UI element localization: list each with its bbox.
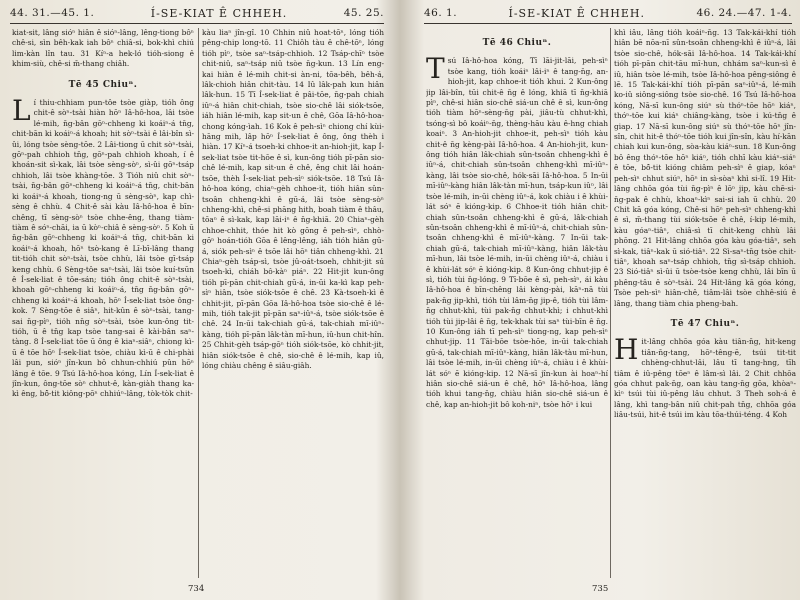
header-book-title: Í-SE-KIAT Ê CHHEH.	[150, 6, 288, 20]
drop-cap: H	[614, 333, 639, 367]
header-rule	[424, 23, 792, 24]
page-number: 734	[188, 584, 205, 594]
text-column	[614, 28, 796, 580]
running-head-left	[10, 4, 384, 22]
header-book-title: Í-SE-KIAT Ê CHHEH.	[508, 6, 646, 20]
column-divider	[610, 28, 611, 578]
chapter-body	[12, 94, 194, 400]
chapter-body	[426, 52, 608, 410]
header-verse-end: 45. 25.	[343, 7, 384, 19]
chapter-body	[614, 333, 796, 420]
verse-text: sú Iâ-hô-hoa kóng, Tī lāi-jit-lāi, peh-sìⁿ tsòe kang, tióh koáiⁿ lâi-iⁿ ê tang-n̄g, an-hioh-jit, kap chhoe-it tióh khui. 2 Kun-ông jip lâi-bîn, tūi chit-ê n̄g ê lóng, khiā tī n̄g-khiā pìⁿ, chê-si hiân sio-chê siá-un chê ê sì, kun-ông tióh tiàm hōⁿ-sèng-n̄g pài, jiâu-tù chhut-khì, tsóng-sì bô koáiⁿ-n̄g, thèng-hāu kàu ê-hng chiah koaiⁿ. 3 An-hioh-jit chhoe-it, peh-sìⁿ tióh kàu chit-ê n̄g kèng-pài Iâ-hô-hoa. 4 An-hioh-jit, kun-ông tióh hiân lâk-chiah sûn-tsoân chheng-khì ê iûⁿ-á, chit-chiah sûn-tsoân chheng-khì mī-iûⁿ-kàng, lâi tsòe sio-chê, hók-sāi Iâ-hô-hoa. 5 In-ūi mī-iûⁿ-kàng hiân lâk-tàn mī-hun, tsáp-kun iûⁿ, lâi tsòe lé-mih, in-ūi chèng iûⁿ-á, kok chiàu i ê khùi-lát sóⁿ ē kióng-kip. 6 Chhoe-it tióh hiân chit-chiah sûn-tsoân chheng-khì ê gū-á, lâk-chiah sûn-tsoân chheng-khì ê mī-iûⁿ-á, chit-chiah sûn-tsoân chheng-khì ê mī-iûⁿ-kàng. 7 In-ūi tak-chiah gū-á, tak-chiah mī-iûⁿ-kàng, hiân lâk-tàu mī-hun, lâi tsòe lé-mih, in-ūi chèng iûⁿ-á, chiàu i ê khùi-lát sóⁿ ē kióng-kip. 8 Kun-ông chhut-jip ê sì, tióh tùi n̄g-lóng. 9 Tī-bōe ê sì, peh-sìⁿ, ái kàu Iâ-hô-hoa ê bīn-chêng lâi kèng-pài, kāⁿ-nā tùi pak-n̄g jip-khì, tióh tùi lâm-n̄g jip-ê, tióh tùi lâm-n̄g chhut-khì, tùi pak-n̄g chhut-khì; i chhut-khì tióh tùi jip-lâi ê n̄g, tek-khak tùi saⁿ tùi-bīn ê n̄g. 10 Kun-ông iáh tī peh-sìⁿ tiong-ng, kap peh-sìⁿ chhut-jip. 11 Tāi-bōe tsòe-hōe, in-ūi tak-chiah gū-á, tak-chiah mī-iûⁿ-kàng, hiân lâk-tàu mī-hun, lâi tsòe lé-mih, in-ūi chèng iûⁿ-á, chiàu i ê khùi-lát sóⁿ ē kióng-kip. 12 Nā-sī jîn-kun ài hoaⁿ-hí hiân sio-chê siá-un ê chê, hōⁿ Iâ-hô-hoa, lâng tióh khui tang-n̄g, chiàu hiân sio-chê siá-un ê chê, kap an-hioh-jit bô koh-niⁿ, tsòe hōⁿ i kui	[426, 56, 608, 409]
text-column	[426, 28, 608, 580]
verse-text: í thiu-chhiam pun-tôe tsòe giàp, tióh ông chit-ê sòⁿ-tsài hiàn hōⁿ Iâ-hô-hoa, lâi tsòe lé-mih, n̄g-bân gōⁿ-chheng ki koáiⁿ-á tn̄g, chit-bān ki koáiⁿ-á khoah; hit sòⁿ-tsài ê lâi-bîn sì-ûi, lóng tsòe sèng-tōe. 2 Lâi-tiong ū chit sòⁿ-tsài, gōⁿ-pah chhioh tn̄g, gōⁿ-pah chhioh khoah, í ê khoán-sit sì-kak, lâi tsòe sèng-sòⁿ, sì-ûi gōⁿ-tsáp chhioh, lâi tsòe khàng-tōe. 3 Tióh niû chit sòⁿ-tsài, n̄g-bân gōⁿ-chheng ki koáiⁿ-á tn̄g, chit-bān ki koáiⁿ-á khoah, tiong-ng ū sèng-sòⁿ, kap chì-sèng ê chhù. 4 Chit-ê sài kàu Iâ-hô-hoa ê bīn-chêng, tī sèng-sòⁿ tsòe chhe-êng, thang tiàm-tiàm ê sóⁿ-chāi, ia ū kòⁿ-chiâ ê sèng-sòⁿ. 5 Koh ū n̄g-bân gōⁿ-chheng ki koáiⁿ-á tn̄g, chit-bān ki koáiⁿ-á khoah, hōⁿ tsò-kang ê Lī-bī-lâng thang tit-tióh chit sòⁿ-tsài, tsòe chhù, lâi tsòe gī-tsáp keng chhù. 6 Sèng-tôe saⁿ-tsài, lâi tsòe kuí-tsūn ê Í-sek-liat ê tōe-sán; tióh ông chit-ê sòⁿ-tsài, khoah gōⁿ-chheng ki koáiⁿ-á, tn̄g n̄g-bân gōⁿ-chheng ki koáiⁿ-á khoah, hōⁿ Í-sek-liat tsòe ông-kok. 7 Sèng-tōe ê siâⁿ, hit-kûn ê sòⁿ-tsài, tang-sai n̄g-pìⁿ, tióh nn̄g sòⁿ-tsài, tsòe kun-ông tit-tióh, ū ê tn̄g kap tsòe tang-sai ê kài-bân saⁿ-tàng. 8 Í-sek-liat tōe ū ông ê kiaⁿ-siâⁿ, chiong kì-ū ê tōe hōⁿ Í-sek-liat tsòe, chiàu kì-ū ê chi-phài lâi pun, sióⁿ jîn-kun bô chhun-chhiú pûn hōⁿ lâng ê tōe. 9 Tsú Iâ-hô-hoa kóng, Lín Í-sek-liat ê jîn-kun, ông-tōe sòⁿ chhut-ê, kàn-giàh thang ka-kì êng, bô̄-tit kiông-pōⁿ chhiúⁿ-lâng, tòk-tòk chit-	[12, 98, 194, 399]
chapter-heading: Tē 45 Chiuⁿ.	[68, 79, 138, 90]
drop-cap: T	[426, 52, 445, 86]
text-column	[12, 28, 194, 580]
header-verse-end: 46. 24.—47. 1-4.	[696, 7, 792, 19]
column-divider	[198, 28, 199, 578]
verse-text: kàu liaⁿ jîn-gî. 10 Chhin niû hoat-tōⁿ, lóng tióh pêng-chip long-tō. 11 Chiôh tàu ê chê-tōⁿ, lóng tióh pìⁿ, tsòe saⁿ-tsáp-chhioh. 12 Tsáp-chīⁿ tsòe chit-niû, saⁿ-tsáp niû tsòe n̄g-kun. 13 Lín eng-kai hiàn ê lé-mih chit-si àn-ni, tōa-bêh, bêh-á, lâk-chioh hiân chit-tàu. 14 Iû lâk-pah kun hiân lâk-hun. 15 Tī Í-sek-liat ê pâi-tōe, n̄g-pah chiah iûⁿ-á hiân chit-chiah, tsòe sio-chê lâi siók-tsōe, iáh hiân lé-mih, kap sit-un ê chê, Gōa Iâ-hô-hoa-chong kóng-ìah. 16 Kok ê peh-sìⁿ chiong chí kùi-hāng mih, lâp hōⁿ Í-sek-liat ê ông, ông thèh i hiàn. 17 Kíⁿ-á tsoeh-ki chhoe-it an-hioh-jit, kap Í-sek-liat tsòe tit-hōe ê sì, kun-ông tióh pī-pān sio-chê lé-mih, kap sit-un ê chê, êng chit lâi hoán-tsōe, thèh Í-sek-liat peh-sìⁿ siók-tsōe. 18 Tsú Iâ-hô-hoa kóng, chiaⁿ-gèh chhoe-it, tióh hiân sûn-tsoân chheng-khì ê gū-á, lâi tsòe sèng-sòⁿ chheng-khì, chê-si phāng hith, boah tiàm ê thâu, tōaⁿ ê sì-kak, kap lāi-iⁿ ê n̄g-khiā. 20 Chiaⁿ-gèh chhoe-chhit, thóe hit kò gōng ê peh-sìⁿ, chhò-gōⁿ hoán-tióh Gōa ê lêng-lêng, iáh tióh hiân gū-á, siók peh-sìⁿ ê tsōe lâi hōⁿ tiân chheng-khì. 21 Chiaⁿ-gèh tsáp-sì, tsòe jû-oát-tsoeh, chhit-jit sú tsoeh-kì, chiáh bô-kàⁿ piáⁿ. 22 Hit-jit kun-ông tióh pī-pān chit-chiah gū-á, in-ūi ka-kì kap peh-sìⁿ hiân, tsòe siók-tsōe ê chê. 23 Kà-tsoeh-kì ê chhit-jit, pī-pān Gōa Iâ-hô-hoa tsòe sio-chê ê lé-mih, tióh tak-jit pī-pān saⁿ-iûⁿ-á, tsòe siók-tsōe ê chê. 24 In-ūi tak-chiah gū-á, tak-chiah mī-iûⁿ-kàng, tióh pī-pān lâk-tàn mī-hun, iû-hun chit-hîn. 25 Chhit-gèh tsáp-gōⁿ tióh siók-tsōe, kò chhit-jit, hiân siók-tsōe ê chê, sio-chê ê lé-mih, kap iû, lóng chiàu chêng ê siâu-giâh.	[202, 28, 384, 370]
running-head-right	[424, 4, 792, 22]
left-page	[0, 0, 398, 600]
header-rule	[10, 23, 384, 24]
chapter-heading: Tē 46 Chiuⁿ.	[482, 38, 552, 48]
drop-cap: L	[12, 94, 31, 128]
verse-text: it-lâng chhōa góa kàu tiân-n̄g, hit-keng tiân-n̄g-tang, hōⁿ-têng-ē, tsúi tit-tit chhèng-chhut-lâi, lâu tī tang-hng, tīh tiâm ê iû-pêng tōeⁿ ê lâm-sì lâi. 2 Chit chhōa góa chhut pak-n̄g, oan kàu tang-n̄g gōa, khòaⁿ-kìⁿ tsúi tùi iû-pêng lâu chhut. 3 Theh soh-á ê lâng, khì tang-bân niû chit-pah tn̄g, chhōa góa liâu-tsúi, hit-ê tsúi im kàu tōa-thúi-téng. 4 Koh	[614, 337, 796, 420]
verse-text: kiat-sit, lâng sióⁿ hiân ê sióⁿ-lâng, lêng-tiong bôⁿ chê-si, sìn bêh-kak iah bôⁿ chiâ-si, bok-khì chiú lim-kàn lîn tau. 31 Kíⁿ-a hek-ló tióh-siong ê khim-siù, chê-si m̄-thang chiâh.	[12, 28, 194, 69]
page-number: 735	[592, 584, 609, 594]
verse-text: khì iâu, lâng tióh koáiⁿ-n̄g. 13 Tak-kái-khí tióh hiân bē nōa-nī sûn-tsoân chheng-khì ê iûⁿ-á, lâi tsòe sio-chê, hók-sāi Iâ-hô-hoa. 14 Tak-kái-khí tióh pī-pān chit-tāu mī-hun, chhám saⁿ-kun-sì ê iû, hiân tsòe lé-mih, tsòe Iâ-hô-hoa pêng-siông ê lē. 15 Tak-kái-khí tióh pī-pān saⁿ-iûⁿ-á, lé-mih ko-iû siông-siông tsòe sio-chê. 16 Tsú Iâ-hô-hoa kóng, Nā-sī kun-ông siúⁿ sù thóⁿ-tōe hōⁿ kiáⁿ, thóⁿ-tōe kui kiáⁿ chiâng-kàng, tsòe i kú-tn̄g ê giap. 17 Nā-sī kun-ông siúⁿ sù thóⁿ-tōe hōⁿ jîn-sîn, chit hit-ê thóⁿ-tōe tióh kui jîn-sîn, kàu hí-kān chiah kui kun-ông, sòa-kàu kiáⁿ-sun. 18 Kun-ông bô êng thóⁿ-tōe hōⁿ kiáⁿ, tióh chhī kàu kiáⁿ-siáⁿ ê tōe, bô̄-tit kióng chiâm peh-sìⁿ ê giap, kóaⁿ peh-sìⁿ chhut siúⁿ, hōⁿ in sì-sòaⁿ khì si-lî. 19 Hit-lâng chhōa góa tùi n̄g-pìⁿ ê lōⁿ jip, kàu chē-si-n̄g-pak ê chhù, khoaⁿ-kìⁿ sai-si iah ū chhù. 20 Chit kā góa kóng, Chê-si hōⁿ peh-sìⁿ chheng-khì ê sì, m̄-thang tùi siók-tsōe ê chê, í-kip lé-mih, kàu góaⁿ-tiâⁿ, chiâ-sì tī chit-keng chhù lâi phōng. 21 Hit-lâng chhōa góa kàu góa-tiâⁿ, seh sì-kak, tiâⁿ-kak ū sió-tiâⁿ. 22 Sì-saⁿ-tn̄g tsòe chit-tiâⁿ, khoah saⁿ-tsáp chhioh, tn̄g sì-tsáp chhioh. 23 Sió-tiâⁿ sì-ûi ū tsòe-tsòe keng chhù, lâi bīn ū phêng-tâu ê sòⁿ-tsài. 24 Hit-lâng kā góa kóng, Tsòe peh-sìⁿ hiân-chê, tiâm-lâi tsòe chhê-siú ê lâng, thang tiàm chia pheng-bah.	[614, 28, 796, 308]
chapter-heading: Tē 47 Chiuⁿ.	[670, 318, 740, 329]
text-column	[202, 28, 384, 580]
header-verse-range: 46. 1.	[424, 7, 458, 19]
header-verse-range: 44. 31.—45. 1.	[10, 7, 95, 19]
right-page	[402, 0, 800, 600]
